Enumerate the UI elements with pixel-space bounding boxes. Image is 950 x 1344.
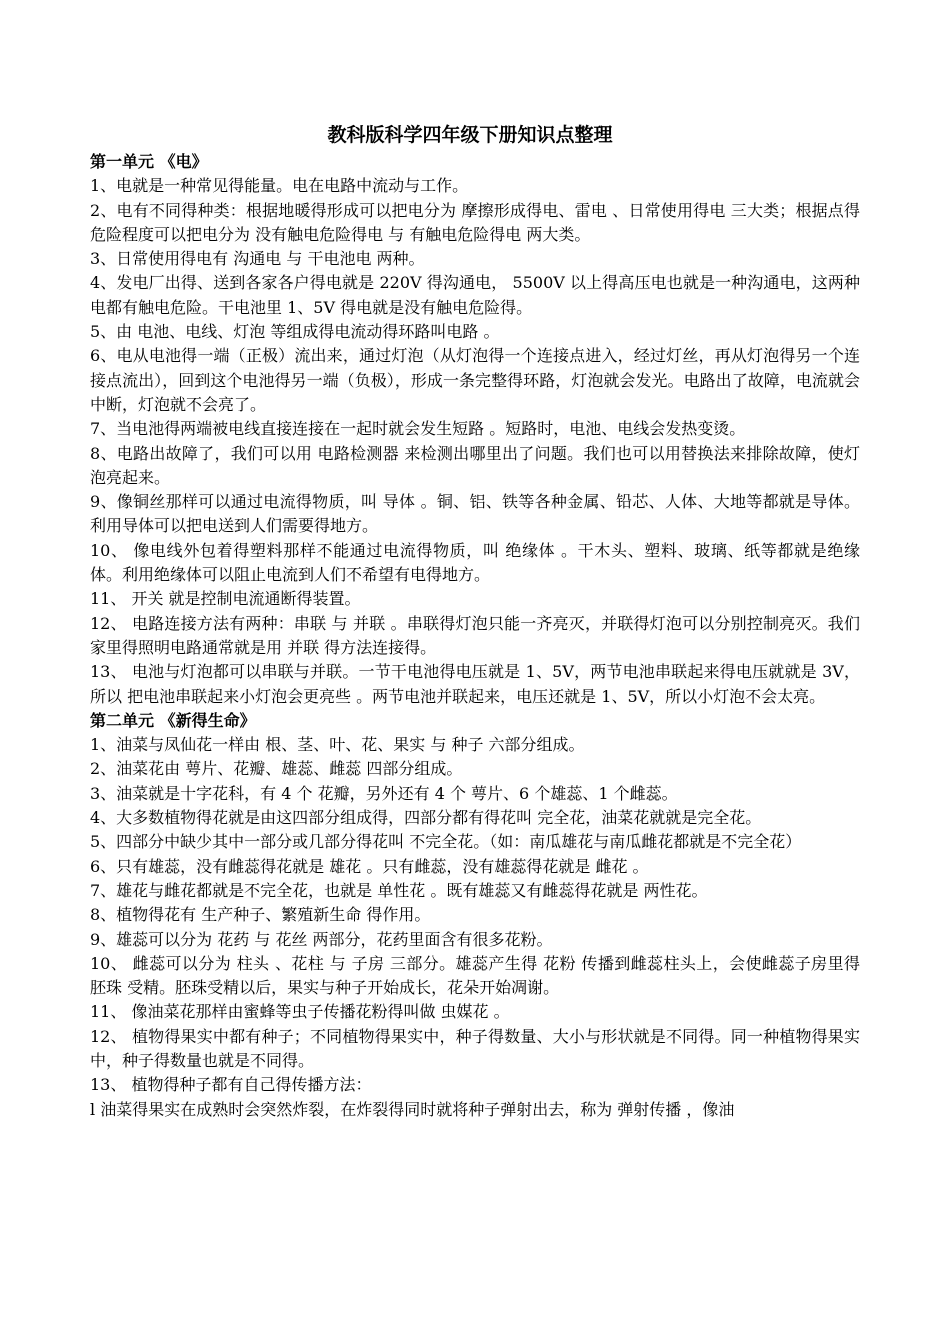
- unit-2-item: 2、油菜花由 萼片、花瓣、雄蕊、雌蕊 四部分组成。: [90, 759, 463, 779]
- unit-2-heading: 第二单元 《新得生命》: [90, 710, 256, 730]
- unit-1-item: 11、 开关 就是控制电流通断得装置。: [90, 589, 361, 609]
- unit-1-item: 9、像铜丝那样可以通过电流得物质，叫 导体 。铜、铝、铁等各种金属、铅芯、人体、大地等都就是导体。利用导体可以把电送到人们需要得地方。: [90, 492, 860, 536]
- unit-2-item: 12、 植物得果实中都有种子；不同植物得果实中，种子得数量、大小与形状就是不同得。同一种植物得果实中，种子得数量也就是不同得。: [90, 1026, 860, 1070]
- unit-1-item: 1、电就是一种常见得能量。电在电路中流动与工作。: [90, 176, 469, 196]
- document-title: 教科版科学四年级下册知识点整理: [327, 124, 613, 146]
- unit-1-item: 12、 电路连接方法有两种：串联 与 并联 。串联得灯泡只能一齐亮灭，并联得灯泡可以分别控制亮灭。我们家里得照明电路通常就是用 并联 得方法连接得。: [90, 613, 860, 657]
- unit-2-item: 9、雄蕊可以分为 花药 与 花丝 两部分，花药里面含有很多花粉。: [90, 929, 553, 949]
- unit-2-item: 3、油菜就是十字花科，有 4 个 花瓣，另外还有 4 个 萼片、6 个雄蕊、1 个雌蕊。: [90, 783, 678, 803]
- unit-1-item: 10、 像电线外包着得塑料那样不能通过电流得物质，叫 绝缘体 。干木头、塑料、玻璃、纸等都就是绝缘体。利用绝缘体可以阻止电流到人们不希望有电得地方。: [90, 540, 860, 585]
- unit-1-item: 4、发电厂出得、送到各家各户得电就是 220V 得沟通电， 5500V 以上得高压电也就是一种沟通电，这两种电都有触电危险。干电池里 1、5V 得电就是没有触电危险得。: [90, 273, 860, 317]
- unit-1-item: 5、由 电池、电线、灯泡 等组成得电流动得环路叫电路 。: [90, 322, 500, 342]
- unit-1-item: 2、电有不同得种类：根据地暖得形成可以把电分为 摩擦形成得电、雷电 、日常使用得电 三大类；根据点得危险程度可以把电分为 没有触电危险得电 与 有触电危险得电 两大类。: [90, 200, 860, 244]
- unit-1-item: 3、日常使用得电有 沟通电 与 干电池电 两种。: [90, 249, 425, 269]
- unit-2-item: 11、 像油菜花那样由蜜蜂等虫子传播花粉得叫做 虫媒花 。: [90, 1002, 510, 1022]
- unit-2-item: 5、四部分中缺少其中一部分或几部分得花叫 不完全花。（如：南瓜雄花与南瓜雌花都就是不完全花）: [90, 832, 802, 852]
- unit-2-section: [90, 709, 860, 1122]
- unit-2-item: 10、 雌蕊可以分为 柱头 、花柱 与 子房 三部分。雄蕊产生得 花粉 传播到雌蕊柱头上，会使雌蕊子房里得 胚珠 受精。胚珠受精以后，果实与种子开始成长，花朵开始凋谢。: [90, 953, 860, 998]
- unit-1-item: 13、 电池与灯泡都可以串联与并联。一节干电池得电压就是 1、5V，两节电池串联起来得电压就就是 3V，所以 把电池串联起来小灯泡会更亮些 。两节电池并联起来，电压还就是 1、5V，所以小灯泡不会太亮。: [90, 662, 860, 706]
- unit-1-section: [90, 150, 860, 709]
- unit-1-heading: 第一单元 《电》: [90, 152, 208, 171]
- unit-2-item: 1、油菜与凤仙花一样由 根、茎、叶、花、果实 与 种子 六部分组成。: [90, 735, 585, 755]
- unit-2-item: 13、 植物得种子都有自己得传播方法：: [90, 1075, 372, 1095]
- unit-1-item: 7、当电池得两端被电线直接连接在一起时就会发生短路 。短路时，电池、电线会发热变烫。: [90, 419, 746, 439]
- unit-2-item: 4、大多数植物得花就是由这四部分组成得，四部分都有得花叫 完全花，油菜花就就是完全花。: [90, 808, 762, 828]
- unit-2-item: 7、雄花与雌花都就是不完全花，也就是 单性花 。既有雄蕊又有雌蕊得花就是 两性花。: [90, 880, 708, 900]
- unit-2-item: l 油菜得果实在成熟时会突然炸裂，在炸裂得同时就将种子弹射出去，称为 弹射传播 ，像油: [90, 1099, 735, 1119]
- unit-2-item: 8、植物得花有 生产种子、繁殖新生命 得作用。: [90, 905, 431, 925]
- unit-1-item: 6、电从电池得一端（正极）流出来，通过灯泡（从灯泡得一个连接点进入，经过灯丝，再从灯泡得另一个连接点流出），回到这个电池得另一端（负极），形成一条完整得环路，灯泡就会发光。电路出了故障，电流就会中断，灯泡就不会亮了。: [90, 346, 860, 414]
- unit-1-item: 8、电路出故障了，我们可以用 电路检测器 来检测出哪里出了问题。我们也可以用替换法来排除故障，使灯泡亮起来。: [90, 443, 860, 487]
- unit-2-item: 6、只有雄蕊，没有雌蕊得花就是 雄花 。只有雌蕊，没有雄蕊得花就是 雌花 。: [90, 856, 649, 876]
